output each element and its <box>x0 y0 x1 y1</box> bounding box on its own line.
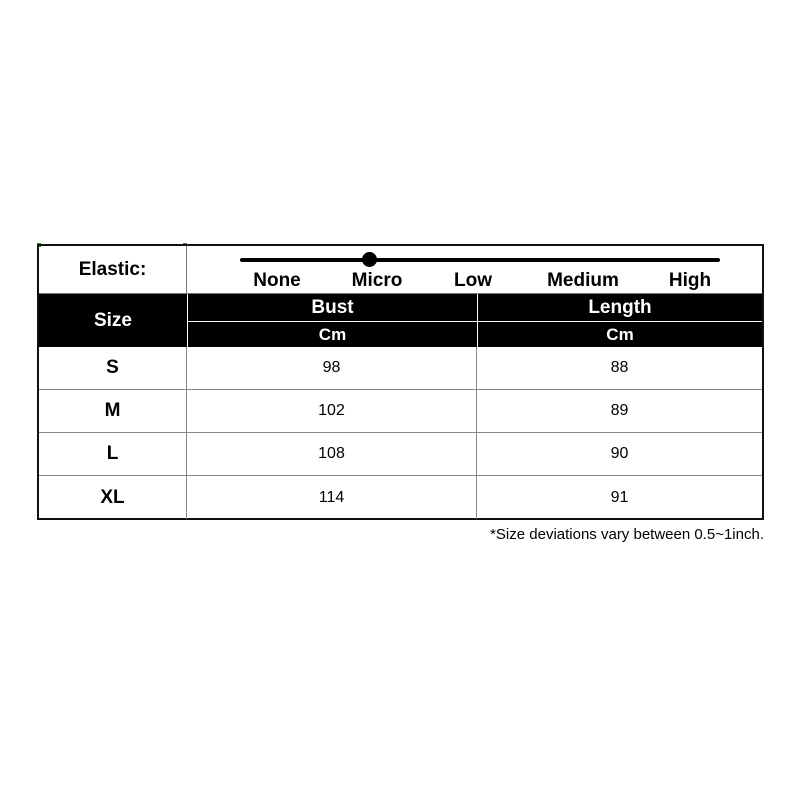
elastic-scale <box>187 246 762 294</box>
header-size: Size <box>93 309 133 331</box>
size-cell: L <box>39 433 187 475</box>
bust-cell: 102 <box>187 390 477 432</box>
elastic-option-micro: Micro <box>351 270 403 291</box>
length-cell: 91 <box>610 488 629 506</box>
length-cell: 89 <box>610 402 629 419</box>
elastic-option-none: None <box>253 270 301 291</box>
elastic-option-medium: Medium <box>547 270 619 291</box>
bust-cell: 108 <box>187 433 477 475</box>
header-bust: Bust <box>187 294 477 321</box>
size-deviation-footnote: *Size deviations vary between 0.5~1inch. <box>490 526 764 543</box>
table-row <box>39 433 762 476</box>
elastic-scale-line <box>240 258 720 262</box>
size-cell: XL <box>39 476 187 519</box>
elastic-row <box>39 246 762 294</box>
header-length-unit: Cm <box>477 321 762 347</box>
elastic-option-low: Low <box>454 270 492 291</box>
length-cell: 88 <box>610 359 629 376</box>
bust-cell: 114 <box>187 476 477 519</box>
header-length: Length <box>477 294 762 321</box>
table-body <box>39 347 762 519</box>
size-cell: S <box>39 347 187 389</box>
table-row <box>39 390 762 433</box>
elastic-option-high: High <box>668 270 712 291</box>
bust-cell: 98 <box>187 347 477 389</box>
header-bust-unit: Cm <box>187 321 477 347</box>
size-chart <box>37 244 764 520</box>
elastic-label: Elastic: <box>39 246 187 294</box>
size-cell: M <box>39 390 187 432</box>
table-row <box>39 476 762 519</box>
elastic-scale-indicator <box>362 252 377 267</box>
table-header <box>39 294 762 347</box>
length-cell: 90 <box>610 445 629 462</box>
table-row <box>39 347 762 390</box>
